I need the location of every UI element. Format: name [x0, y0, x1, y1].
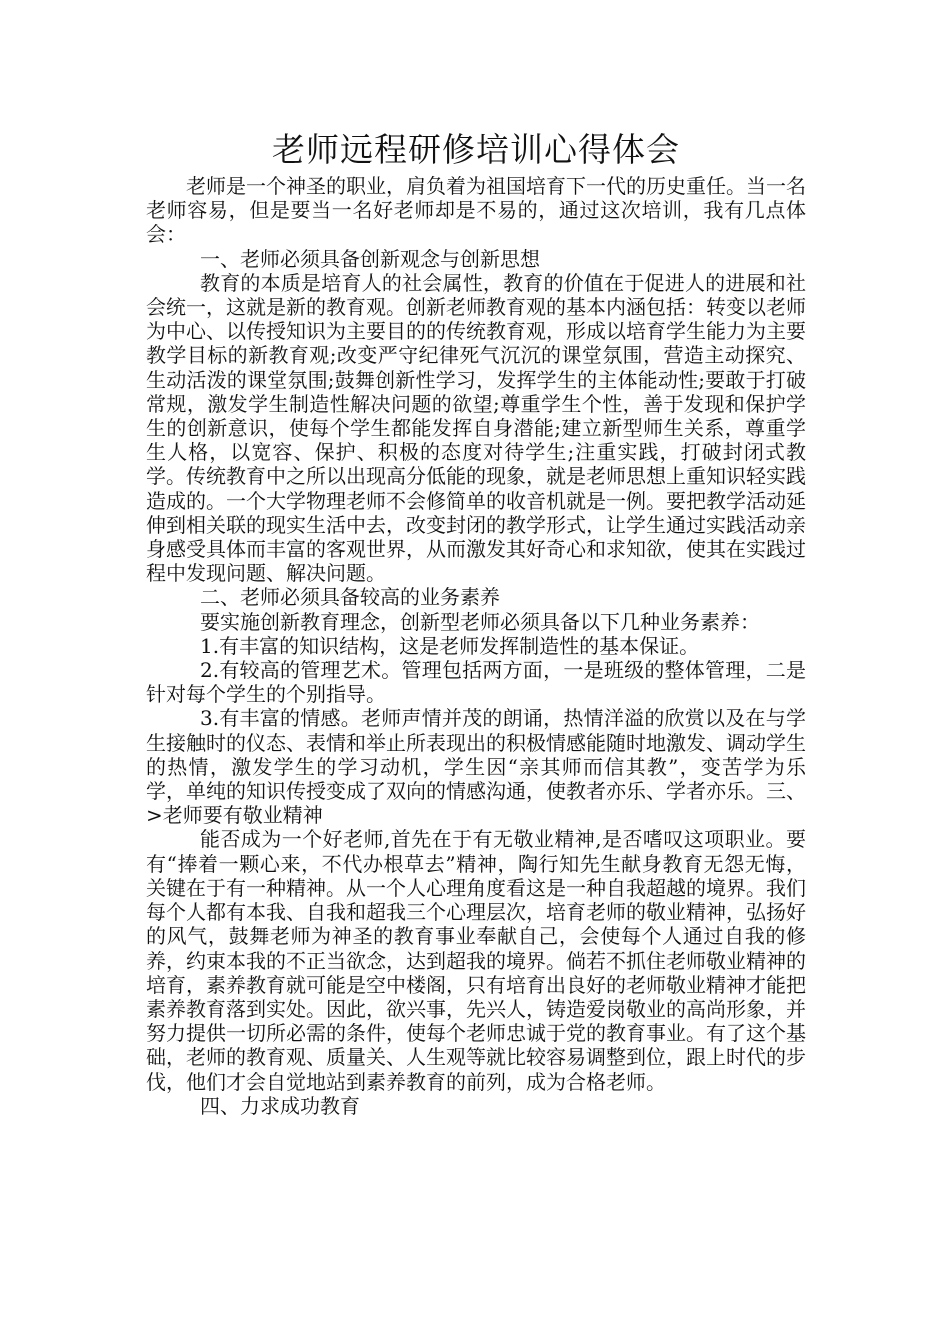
document-title: 老师远程研修培训心得体会 [272, 130, 680, 169]
list-item-2: 2.有较高的管理艺术。管理包括两方面，一是班级的整体管理，二是针对每个学生的个别指导。 [146, 658, 806, 707]
section-heading-4: 四、力求成功教育 [200, 1093, 360, 1118]
list-item-3: 3.有丰富的情感。老师声情并茂的朗诵，热情洋溢的欣赏以及在与学生接触时的仪态、表情和举止所表现出的积极情感能随时地激发、调动学生的热情，激发学生的学习动机，学生因“亲其师而信其教”，变苦学为乐学，单纯的知识传授变成了双向的情感沟通，使教者亦乐、学者亦乐。三、>老师要有敬业精神 [146, 706, 806, 828]
section-heading-1: 一、老师必须具备创新观念与创新思想 [200, 246, 540, 271]
section-3-paragraph: 能否成为一个好老师,首先在于有无敬业精神,是否嗜叹这项职业。要有“捧着一颗心来，不代办根草去”精神，陶行知先生献身教育无怨无悔，关键在于有一种精神。从一个人心理角度看这是一种自我超越的境界。我们每个人都有本我、自我和超我三个心理层次，培育老师的敬业精神，弘扬好的风气，鼓舞老师为神圣的教育事业奉献自己，会使每个人通过自我的修养，约束本我的不正当欲念，达到超我的境界。倘若不抓住老师敬业精神的培育，素养教育就可能是空中楼阁，只有培育出良好的老师敬业精神才能把素养教育落到实处。因此，欲兴事，先兴人，铸造爱岗敬业的高尚形象，并努力提供一切所必需的条件，使每个老师忠诚于党的教育事业。有了这个基础，老师的教育观、质量关、人生观等就比较容易调整到位，跟上时代的步伐，他们才会自觉地站到素养教育的前列，成为合格老师。 [146, 827, 806, 1094]
section-1-paragraph: 教育的本质是培育人的社会属性，教育的价值在于促进人的进展和社会统一，这就是新的教育观。创新老师教育观的基本内涵包括：转变以老师为中心、以传授知识为主要目的的传统教育观，形成以培育学生能力为主要教学目标的新教育观;改变严守纪律死气沉沉的课堂氛围，营造主动探究、生动活泼的课堂氛围;鼓舞创新性学习，发挥学生的主体能动性;要敢于打破常规，激发学生制造性解决问题的欲望;尊重学生个性，善于发现和保护学生的创新意识，使每个学生都能发挥自身潜能;建立新型师生关系，尊重学生人格，以宽容、保护、积极的态度对待学生;注重实践，打破封闭式教学。传统教育中之所以出现高分低能的现象，就是老师思想上重知识轻实践造成的。一个大学物理老师不会修简单的收音机就是一例。要把教学活动延伸到相关联的现实生活中去，改变封闭的教学形式，让学生通过实践活动亲身感受具体而丰富的客观世界，从而激发其好奇心和求知欲，使其在实践过程中发现问题、解决问题。 [146, 270, 806, 586]
document-page [146, 126, 806, 1118]
list-item-1: 1.有丰富的知识结构，这是老师发挥制造性的基本保证。 [200, 633, 700, 658]
section-2-intro: 要实施创新教育理念，创新型老师必须具备以下几种业务素养： [200, 609, 760, 634]
intro-paragraph: 老师是一个神圣的职业，肩负着为祖国培育下一代的历史重任。当一名老师容易，但是要当一名好老师却是不易的，通过这次培训，我有几点体会： [146, 174, 806, 247]
section-heading-2: 二、老师必须具备较高的业务素养 [200, 585, 500, 610]
